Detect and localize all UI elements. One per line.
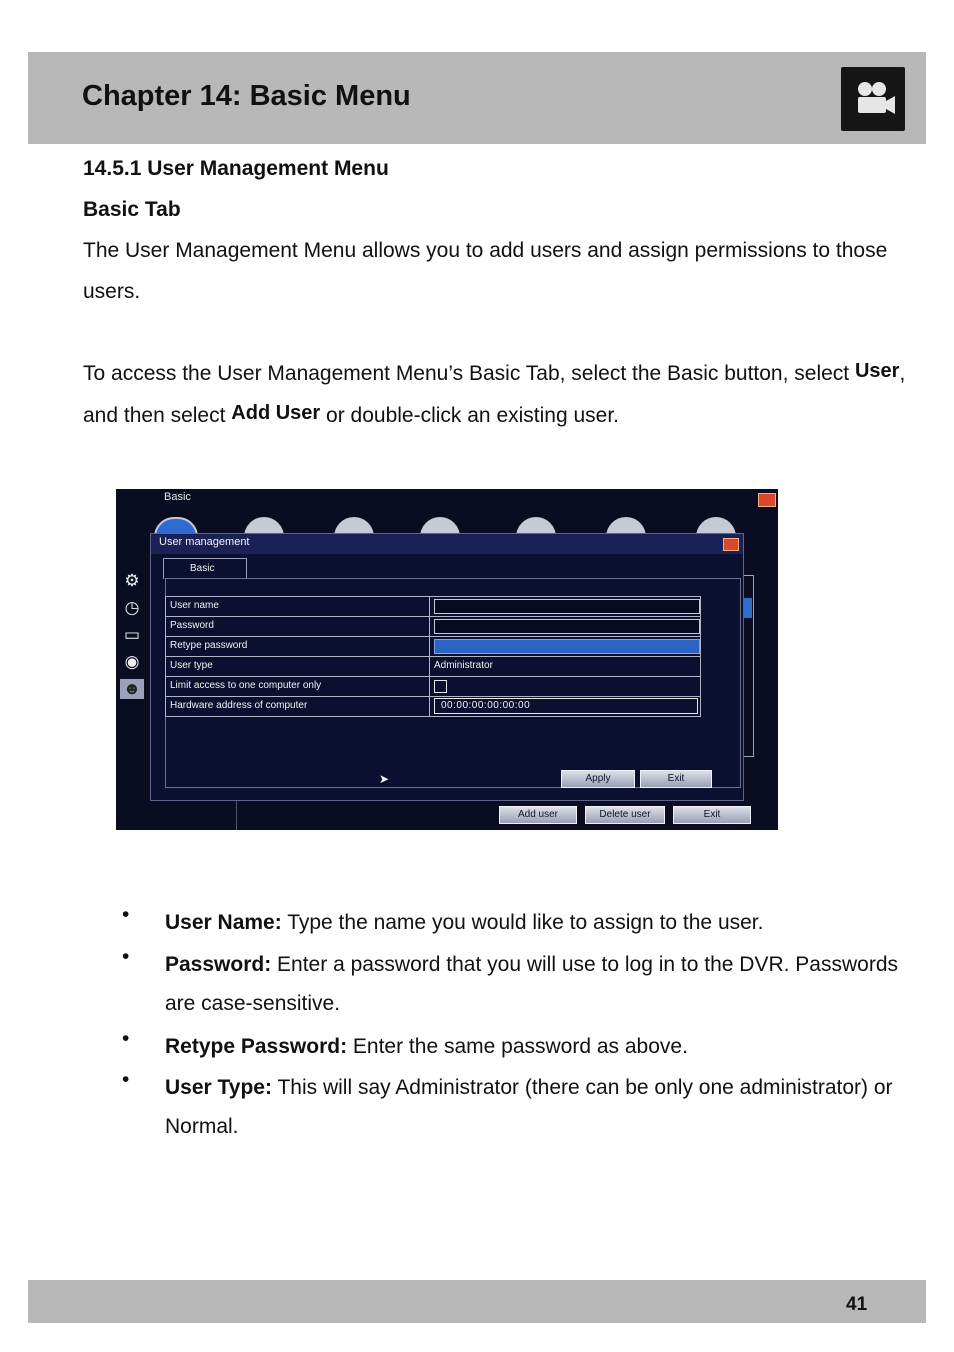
dialog-title: User management (159, 536, 250, 548)
row-password (165, 616, 701, 637)
window-close-icon[interactable] (758, 493, 776, 507)
user-name-input[interactable] (434, 599, 700, 614)
bullet-dot: • (122, 1027, 130, 1050)
disk-icon[interactable]: ◉ (124, 652, 140, 671)
bullet-term: User Name: (165, 911, 282, 934)
row-divider (429, 597, 430, 616)
limit-access-checkbox[interactable] (434, 680, 447, 693)
access-paragraph (83, 353, 923, 437)
row-divider (429, 637, 430, 656)
row-label: Limit access to one computer only (170, 680, 322, 691)
section-title: 14.5.1 User Management Menu (83, 157, 389, 180)
row-label: User name (170, 600, 219, 611)
inline-add-user-label: Add User (231, 402, 321, 424)
add-user-button[interactable]: Add user (499, 806, 577, 824)
bullet-text (165, 903, 905, 942)
row-label: User type (170, 660, 213, 671)
bullet-dot: • (122, 903, 130, 926)
password-input[interactable] (434, 619, 700, 634)
footer-bar (28, 1280, 926, 1323)
tab-title: Basic Tab (83, 198, 181, 221)
bullet-text (165, 945, 905, 1023)
row-divider (429, 657, 430, 676)
row-hardware-address (165, 696, 701, 717)
row-retype-password (165, 636, 701, 657)
bullet-desc: This will say Administrator (there can be only one administrator) or Normal. (165, 1076, 893, 1138)
hardware-address-input[interactable] (434, 698, 698, 714)
side-menu (120, 571, 150, 706)
row-divider (429, 697, 430, 716)
monitor-icon[interactable]: ▭ (123, 625, 141, 644)
video-camera-icon (841, 67, 905, 131)
inline-user-label: User (854, 360, 900, 382)
row-user-name (165, 596, 701, 617)
tab-basic-label: Basic (190, 563, 215, 574)
bullet-dot: • (122, 1068, 130, 1091)
access-text-3: or double-click an existing user. (320, 404, 620, 427)
bullet-desc: Enter a password that you will use to log in to the DVR. Passwords are case-sensitive. (165, 953, 899, 1015)
bullet-dot: • (122, 945, 130, 968)
exit-main-button[interactable]: Exit (673, 806, 751, 824)
page-number: 41 (846, 1294, 868, 1315)
hardware-address-value: 00:00:00:00:00:00 (441, 700, 531, 711)
chapter-header-bar (28, 52, 926, 144)
gear-icon[interactable]: ⚙ (124, 571, 140, 590)
row-label: Hardware address of computer (170, 700, 308, 711)
intro-paragraph: The User Management Menu allows you to add users and assign permissions to those users. (83, 239, 888, 303)
user-management-dialog (150, 533, 744, 801)
bullet-term: Password: (165, 953, 272, 976)
exit-button[interactable]: Exit (640, 770, 712, 788)
scrollbar-thumb[interactable] (744, 598, 752, 618)
row-divider (429, 677, 430, 696)
user-type-select[interactable]: Administrator (434, 660, 493, 671)
row-user-type (165, 656, 701, 677)
row-divider (429, 617, 430, 636)
access-text-2: , and then select (83, 362, 906, 427)
window-title: Basic (164, 491, 191, 503)
divider (236, 801, 237, 830)
access-text-1: To access the User Management Menu’s Basic Tab, select the Basic button, select (83, 362, 855, 385)
delete-user-button[interactable]: Delete user (585, 806, 665, 824)
row-label: Password (170, 620, 214, 631)
dialog-title-bar (151, 534, 743, 554)
bullet-term: User Type: (165, 1076, 272, 1099)
chapter-title: Chapter 14: Basic Menu (82, 80, 411, 112)
bullet-text (165, 1027, 905, 1066)
bullet-term: Retype Password: (165, 1035, 348, 1058)
tab-basic[interactable] (163, 558, 247, 579)
apply-button[interactable]: Apply (561, 770, 635, 788)
dialog-close-icon[interactable] (723, 538, 739, 551)
row-label: Retype password (170, 640, 248, 651)
mouse-cursor-icon: ➤ (379, 772, 390, 786)
users-icon[interactable]: ☻ (120, 679, 144, 699)
retype-password-input[interactable] (434, 639, 700, 654)
bullet-desc: Type the name you would like to assign to the user. (281, 911, 764, 934)
clock-icon[interactable]: ◷ (124, 598, 140, 617)
dvr-screenshot (116, 489, 778, 830)
row-limit-access (165, 676, 701, 697)
bullet-desc: Enter the same password as above. (347, 1035, 688, 1058)
bullet-text (165, 1068, 905, 1146)
